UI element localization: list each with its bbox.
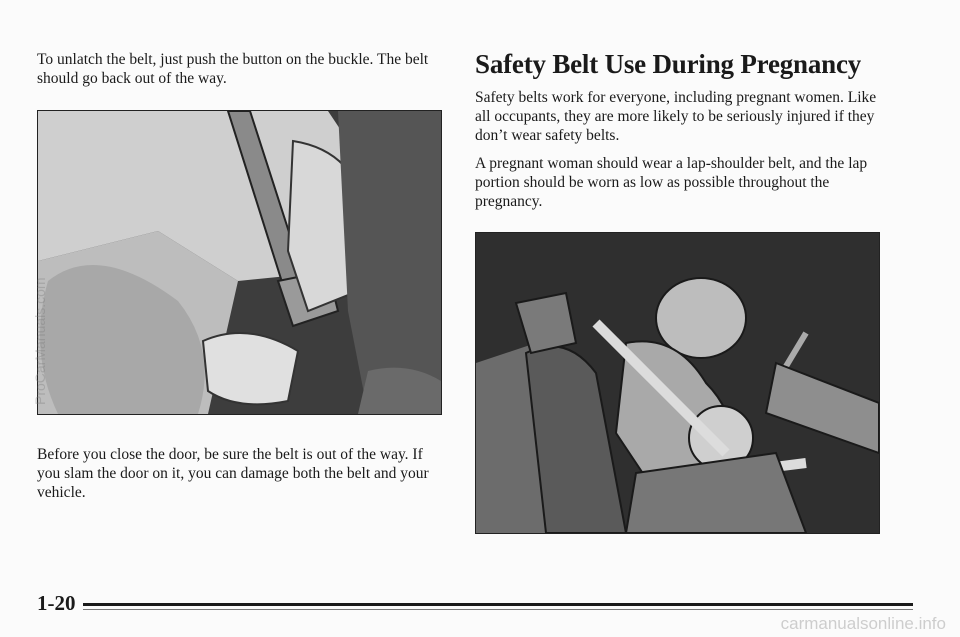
- hand-pressing-buckle-icon: [38, 111, 441, 414]
- bottom-watermark: carmanualsonline.info: [780, 614, 946, 633]
- belt-unlatch-illustration: [37, 110, 442, 415]
- closing-text: Before you close the door, be sure the belt is out of the way. If you slam the door on it, you can damage both the belt and your vehicle.: [37, 446, 429, 501]
- footer-rule-thin: [83, 609, 913, 610]
- pregnancy-paragraph-1: Safety belts work for everyone, including pregnant women. Like all occupants, they are more likely to be seriously injured if they don’t wear safety belts.: [475, 89, 877, 144]
- footer-rule: [83, 603, 913, 606]
- pregnant-occupant-icon: [476, 233, 879, 533]
- section-heading: Safety Belt Use During Pregnancy: [475, 49, 862, 79]
- page-number: 1-20: [37, 591, 76, 615]
- side-watermark: ProCarManuals.com: [32, 277, 48, 405]
- pregnancy-paragraph-2: A pregnant woman should wear a lap-shoulder belt, and the lap portion should be worn as low as possible throughout the pregnancy.: [475, 155, 868, 210]
- page-footer: [37, 588, 897, 618]
- pregnancy-belt-illustration: [475, 232, 880, 534]
- intro-text: To unlatch the belt, just push the button on the buckle. The belt should go back out of the way.: [37, 51, 429, 87]
